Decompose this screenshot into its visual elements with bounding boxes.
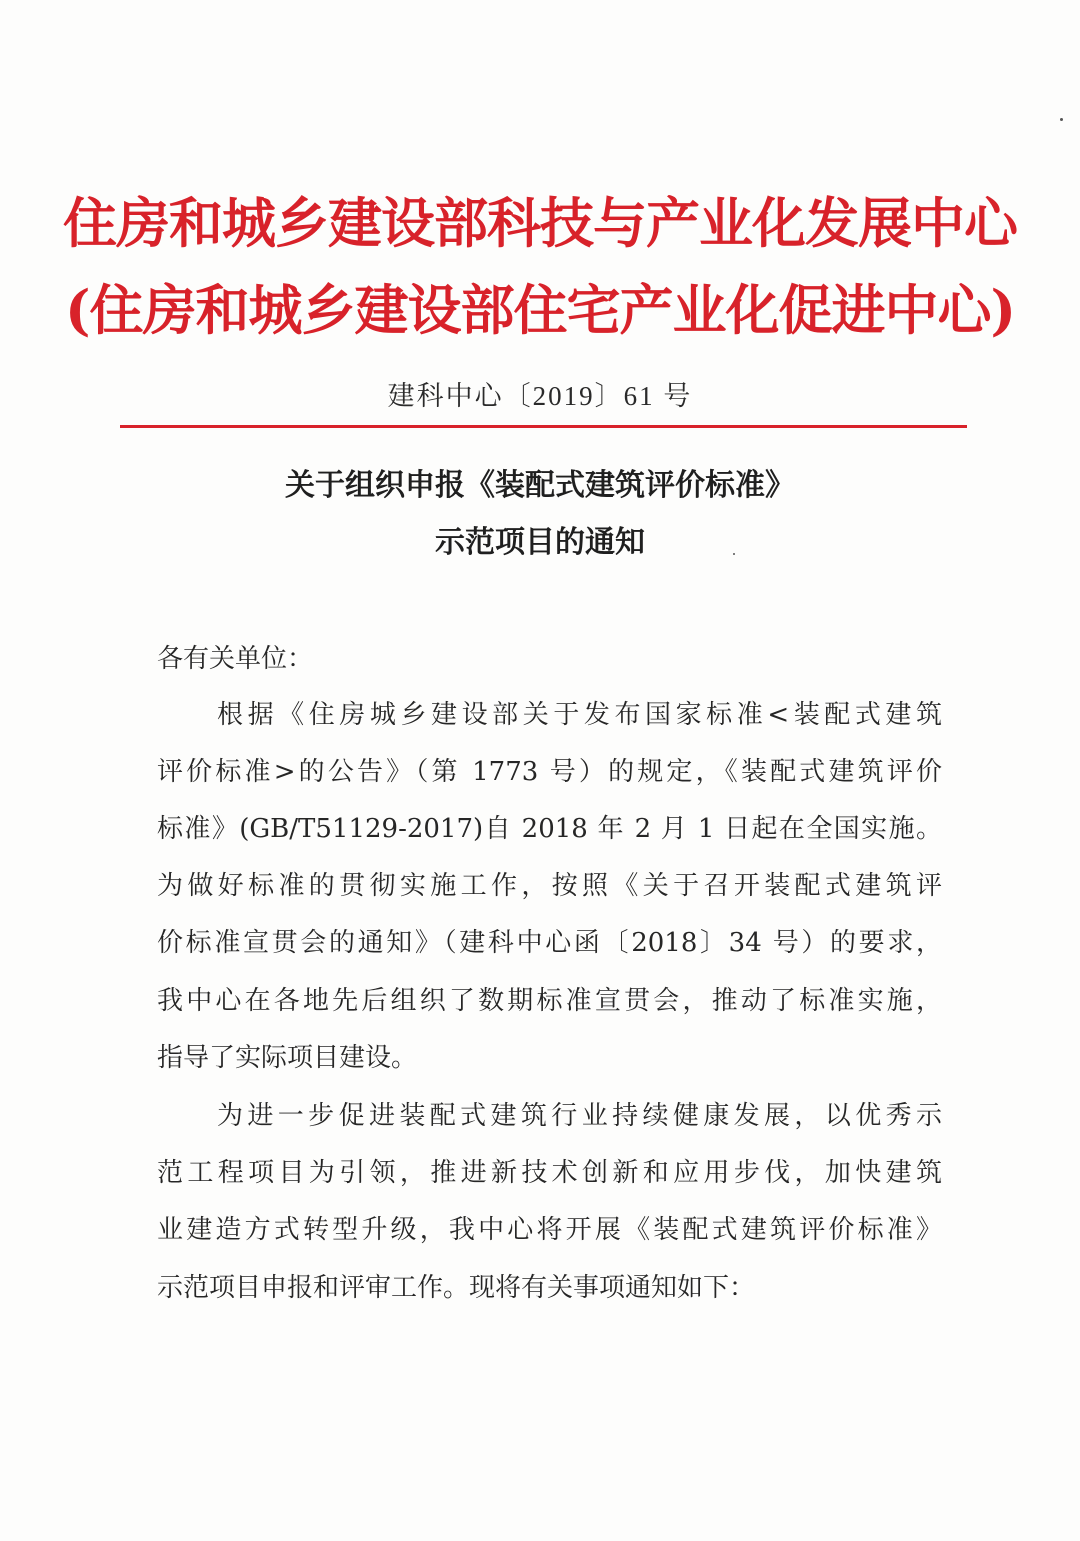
paragraph-2-line: 为进一步促进装配式建筑行业持续健康发展，以优秀示 <box>217 1101 942 1131</box>
red-divider-line <box>120 425 967 428</box>
paragraph-1-line: 我中心在各地先后组织了数期标准宣贯会，推动了标准实施， <box>157 986 942 1016</box>
issuing-organization-name: 住房和城乡建设部科技与产业化发展中心 <box>63 191 1017 255</box>
scan-speck <box>1060 118 1063 121</box>
paragraph-2-line: 范工程项目为引领，推进新技术创新和应用步伐，加快建筑 <box>157 1158 942 1188</box>
scan-speck <box>733 553 735 555</box>
document-number: 建科中心〔2019〕61 号 <box>387 381 693 411</box>
paragraph-1-line: 为做好标准的贯彻实施工作，按照《关于召开装配式建筑评 <box>157 871 942 901</box>
paragraph-2-line: 业建造方式转型升级，我中心将开展《装配式建筑评价标准》 <box>157 1215 942 1245</box>
paragraph-1-line: 评价标准>的公告》（第 1773 号）的规定，《装配式建筑评价 <box>157 757 942 787</box>
paragraph-2-line: 示范项目申报和评审工作。现将有关事项通知如下： <box>157 1273 756 1303</box>
paragraph-1-line: 指导了实际项目建设。 <box>157 1043 418 1073</box>
issuing-organization-alias: (住房和城乡建设部住宅产业化促进中心) <box>64 278 1016 342</box>
paragraph-1-line: 价标准宣贯会的通知》（建科中心函〔2018〕34 号）的要求， <box>157 928 942 958</box>
paragraph-1-line: 根据《住房城乡建设部关于发布国家标准<装配式建筑 <box>217 700 942 730</box>
document-title-line-2: 示范项目的通知 <box>435 525 645 560</box>
document-title-line-1: 关于组织申报《装配式建筑评价标准》 <box>285 468 795 503</box>
paragraph-1-line: 标准》(GB/T51129-2017)自 2018 年 2 月 1 日起在全国实施。 <box>157 814 942 844</box>
salutation: 各有关单位： <box>157 644 314 674</box>
